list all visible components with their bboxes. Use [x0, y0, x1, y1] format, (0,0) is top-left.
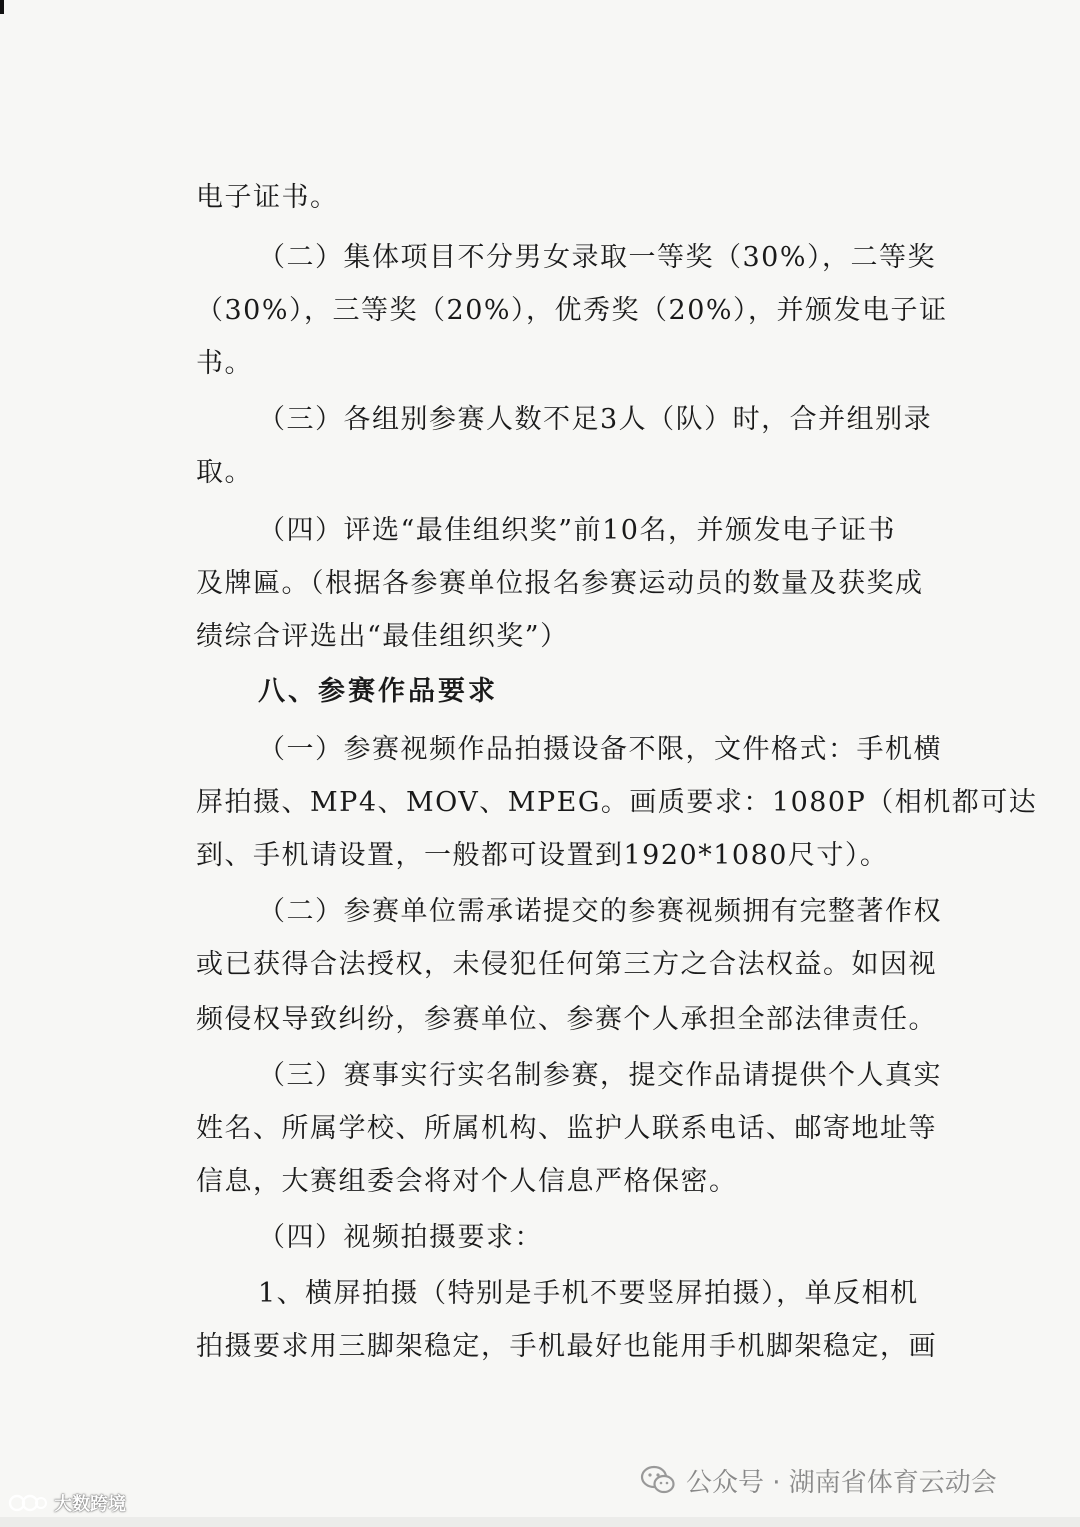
scan-bottom-edge [0, 1517, 1080, 1527]
text-line: 频侵权导致纠纷，参赛单位、参赛个人承担全部法律责任。 [196, 1004, 937, 1035]
text-line: 书。 [196, 348, 253, 379]
watermark [8, 1488, 126, 1518]
text-line: （二）集体项目不分男女录取一等奖（30%），二等奖 [258, 242, 937, 273]
text-line: 信息，大赛组委会将对个人信息严格保密。 [196, 1166, 738, 1197]
watermark-logo-icon [8, 1492, 48, 1514]
text-line: （30%），三等奖（20%），优秀奖（20%），并颁发电子证 [196, 295, 948, 326]
text-line: 电子证书。 [196, 182, 339, 213]
text-line: （四）评选“最佳组织奖”前10名，并颁发电子证书 [258, 515, 896, 546]
text-line: 及牌匾。（根据各参赛单位报名参赛运动员的数量及获奖成 [196, 568, 924, 599]
text-line: （一）参赛视频作品拍摄设备不限，文件格式：手机横 [258, 734, 942, 765]
text-line: 姓名、所属学校、所属机构、监护人联系电话、邮寄地址等 [196, 1113, 937, 1144]
text-line: （三）各组别参赛人数不足3人（队）时，合并组别录 [258, 404, 933, 435]
text-line: 到、手机请设置，一般都可设置到1920*1080尺寸）。 [196, 840, 889, 871]
watermark-label: 大数跨境 [54, 1494, 126, 1515]
text-line: 绩综合评选出“最佳组织奖”） [196, 621, 569, 652]
text-line: （三）赛事实行实名制参赛，提交作品请提供个人真实 [258, 1060, 942, 1091]
text-line: 拍摄要求用三脚架稳定，手机最好也能用手机脚架稳定，画 [196, 1331, 937, 1362]
section-heading: 八、参赛作品要求 [258, 676, 498, 707]
text-line: 屏拍摄、MP4、MOV、MPEG。画质要求：1080P（相机都可达 [196, 787, 1038, 818]
text-line: 取。 [196, 457, 253, 488]
wechat-account-caption [640, 1460, 997, 1500]
wechat-account-label: 公众号 · 湖南省体育云动会 [686, 1467, 997, 1498]
text-line: 1、横屏拍摄（特别是手机不要竖屏拍摄），单反相机 [258, 1278, 919, 1309]
wechat-icon [640, 1464, 676, 1496]
text-line: （二）参赛单位需承诺提交的参赛视频拥有完整著作权 [258, 896, 942, 927]
text-line: 或已获得合法授权，未侵犯任何第三方之合法权益。如因视 [196, 949, 937, 980]
text-line: （四）视频拍摄要求： [258, 1222, 543, 1253]
